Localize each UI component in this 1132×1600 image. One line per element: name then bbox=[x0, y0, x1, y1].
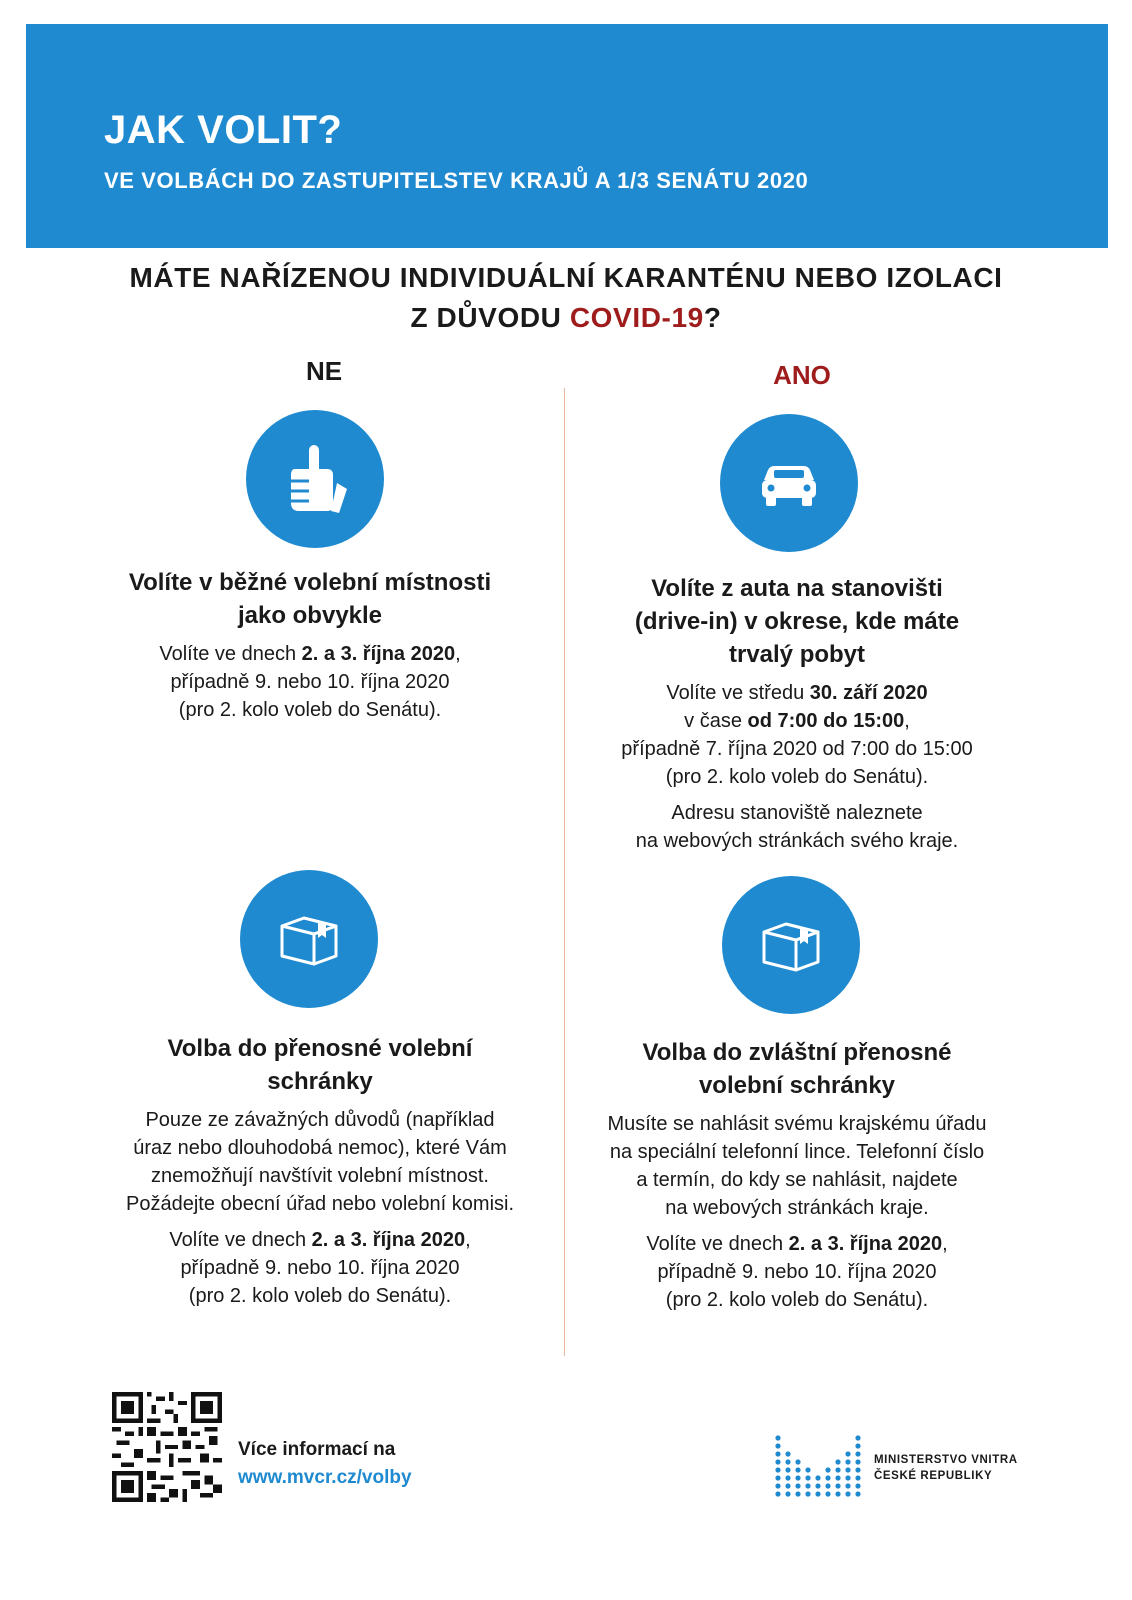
no-regular-text-1 bbox=[90, 640, 530, 668]
no-portable-text-1: Pouze ze závažných důvodů (například bbox=[145, 1109, 495, 1131]
text-part: Volíte ve dnech bbox=[169, 1229, 312, 1251]
no-regular-section bbox=[90, 566, 530, 724]
no-portable-heading-2: schránky bbox=[267, 1068, 373, 1095]
column-divider bbox=[564, 388, 565, 1356]
more-info-link[interactable]: www.mvcr.cz/volby bbox=[238, 1467, 412, 1488]
no-portable-text-7: (pro 2. kolo voleb do Senátu). bbox=[188, 1285, 452, 1307]
text-part: Volíte ve dnech bbox=[159, 643, 302, 665]
no-portable-text-2: úraz nebo dlouhodobá nemoc), které Vám bbox=[133, 1137, 507, 1159]
yes-drive-text-1 bbox=[582, 679, 1012, 707]
qr-code[interactable] bbox=[112, 1392, 222, 1502]
yes-drive-text-3: případně 7. října 2020 od 7:00 do 15:00 bbox=[621, 738, 973, 760]
no-portable-heading-1: Volba do přenosné volební bbox=[167, 1035, 473, 1062]
ministry-name bbox=[874, 1452, 1018, 1484]
text-part: , bbox=[942, 1233, 948, 1255]
yes-special-text-6: případně 9. nebo 10. října 2020 bbox=[657, 1261, 937, 1283]
question-line-1: MÁTE NAŘÍZENOU INDIVIDUÁLNÍ KARANTÉNU NEBO IZOLACI bbox=[129, 262, 1003, 293]
ministry-name-line-1: MINISTERSTVO VNITRA bbox=[874, 1454, 1018, 1466]
no-portable-text-6: případně 9. nebo 10. října 2020 bbox=[180, 1257, 460, 1279]
text-part: , bbox=[465, 1229, 471, 1251]
box-icon bbox=[240, 870, 378, 1008]
no-portable-text-3: znemožňují navštívit volební místnost. bbox=[151, 1165, 489, 1187]
question-suffix: ? bbox=[703, 302, 722, 333]
page-title: JAK VOLIT? bbox=[104, 108, 343, 152]
no-portable-section bbox=[90, 1032, 550, 1310]
yes-special-text-1: Musíte se nahlásit svému krajskému úřadu bbox=[607, 1113, 987, 1135]
yes-drive-text-4: (pro 2. kolo voleb do Senátu). bbox=[665, 766, 929, 788]
yes-special-text-2: na speciální telefonní lince. Telefonní číslo bbox=[609, 1141, 985, 1163]
no-portable-text-5 bbox=[90, 1226, 550, 1254]
yes-drive-text-5: Adresu stanoviště naleznete bbox=[671, 802, 923, 824]
yes-special-text-4: na webových stránkách kraje. bbox=[665, 1197, 929, 1219]
more-info-label: Více informací na bbox=[238, 1439, 396, 1460]
text-part: v čase bbox=[684, 710, 748, 732]
question-line-2 bbox=[60, 302, 1072, 334]
yes-drive-heading-2: (drive-in) v okrese, kde máte bbox=[634, 608, 960, 635]
yes-special-text-3: a termín, do kdy se nahlásit, najdete bbox=[636, 1169, 958, 1191]
header-banner bbox=[26, 24, 1108, 248]
no-regular-text-3: (pro 2. kolo voleb do Senátu). bbox=[178, 699, 442, 721]
yes-drive-text-2 bbox=[582, 707, 1012, 735]
no-label: NE bbox=[305, 356, 343, 386]
date-bold: 30. září 2020 bbox=[809, 682, 928, 704]
box-icon bbox=[722, 876, 860, 1014]
ministry-name-line-2: ČESKÉ REPUBLIKY bbox=[874, 1470, 993, 1482]
yes-special-heading-1: Volba do zvláštní přenosné bbox=[642, 1039, 952, 1066]
page-subtitle: VE VOLBÁCH DO ZASTUPITELSTEV KRAJŮ A 1/3 SENÁTU 2020 bbox=[104, 168, 809, 193]
no-portable-text-4: Požádejte obecní úřad nebo volební komisi. bbox=[125, 1193, 515, 1215]
ministry-logo-icon bbox=[772, 1424, 864, 1500]
yes-drive-section bbox=[582, 572, 1012, 855]
car-icon bbox=[720, 414, 858, 552]
time-bold: od 7:00 do 15:00 bbox=[747, 710, 905, 732]
question-prefix: Z DŮVODU bbox=[410, 302, 570, 333]
date-bold: 2. a 3. října 2020 bbox=[311, 1229, 466, 1251]
thumbs-up-icon bbox=[246, 410, 384, 548]
yes-special-text-5 bbox=[582, 1230, 1012, 1258]
no-regular-heading-2: jako obvykle bbox=[237, 602, 383, 629]
yes-drive-text-6: na webových stránkách svého kraje. bbox=[635, 830, 959, 852]
no-regular-text-2: případně 9. nebo 10. října 2020 bbox=[170, 671, 450, 693]
yes-special-heading-2: volební schránky bbox=[698, 1072, 896, 1099]
yes-special-text-7: (pro 2. kolo voleb do Senátu). bbox=[665, 1289, 929, 1311]
date-bold: 2. a 3. října 2020 bbox=[301, 643, 456, 665]
text-part: Volíte ve dnech bbox=[646, 1233, 789, 1255]
covid-highlight: COVID-19 bbox=[569, 302, 704, 333]
text-part: , bbox=[455, 643, 461, 665]
more-info bbox=[238, 1436, 412, 1492]
text-part: Volíte ve středu bbox=[666, 682, 810, 704]
yes-special-section bbox=[582, 1036, 1012, 1314]
yes-label: ANO bbox=[773, 360, 831, 390]
text-part: , bbox=[904, 710, 910, 732]
no-regular-heading-1: Volíte v běžné volební místnosti bbox=[128, 569, 492, 596]
yes-drive-heading-1: Volíte z auta na stanovišti bbox=[651, 575, 943, 602]
yes-drive-heading-3: trvalý pobyt bbox=[728, 641, 866, 668]
date-bold: 2. a 3. října 2020 bbox=[788, 1233, 943, 1255]
